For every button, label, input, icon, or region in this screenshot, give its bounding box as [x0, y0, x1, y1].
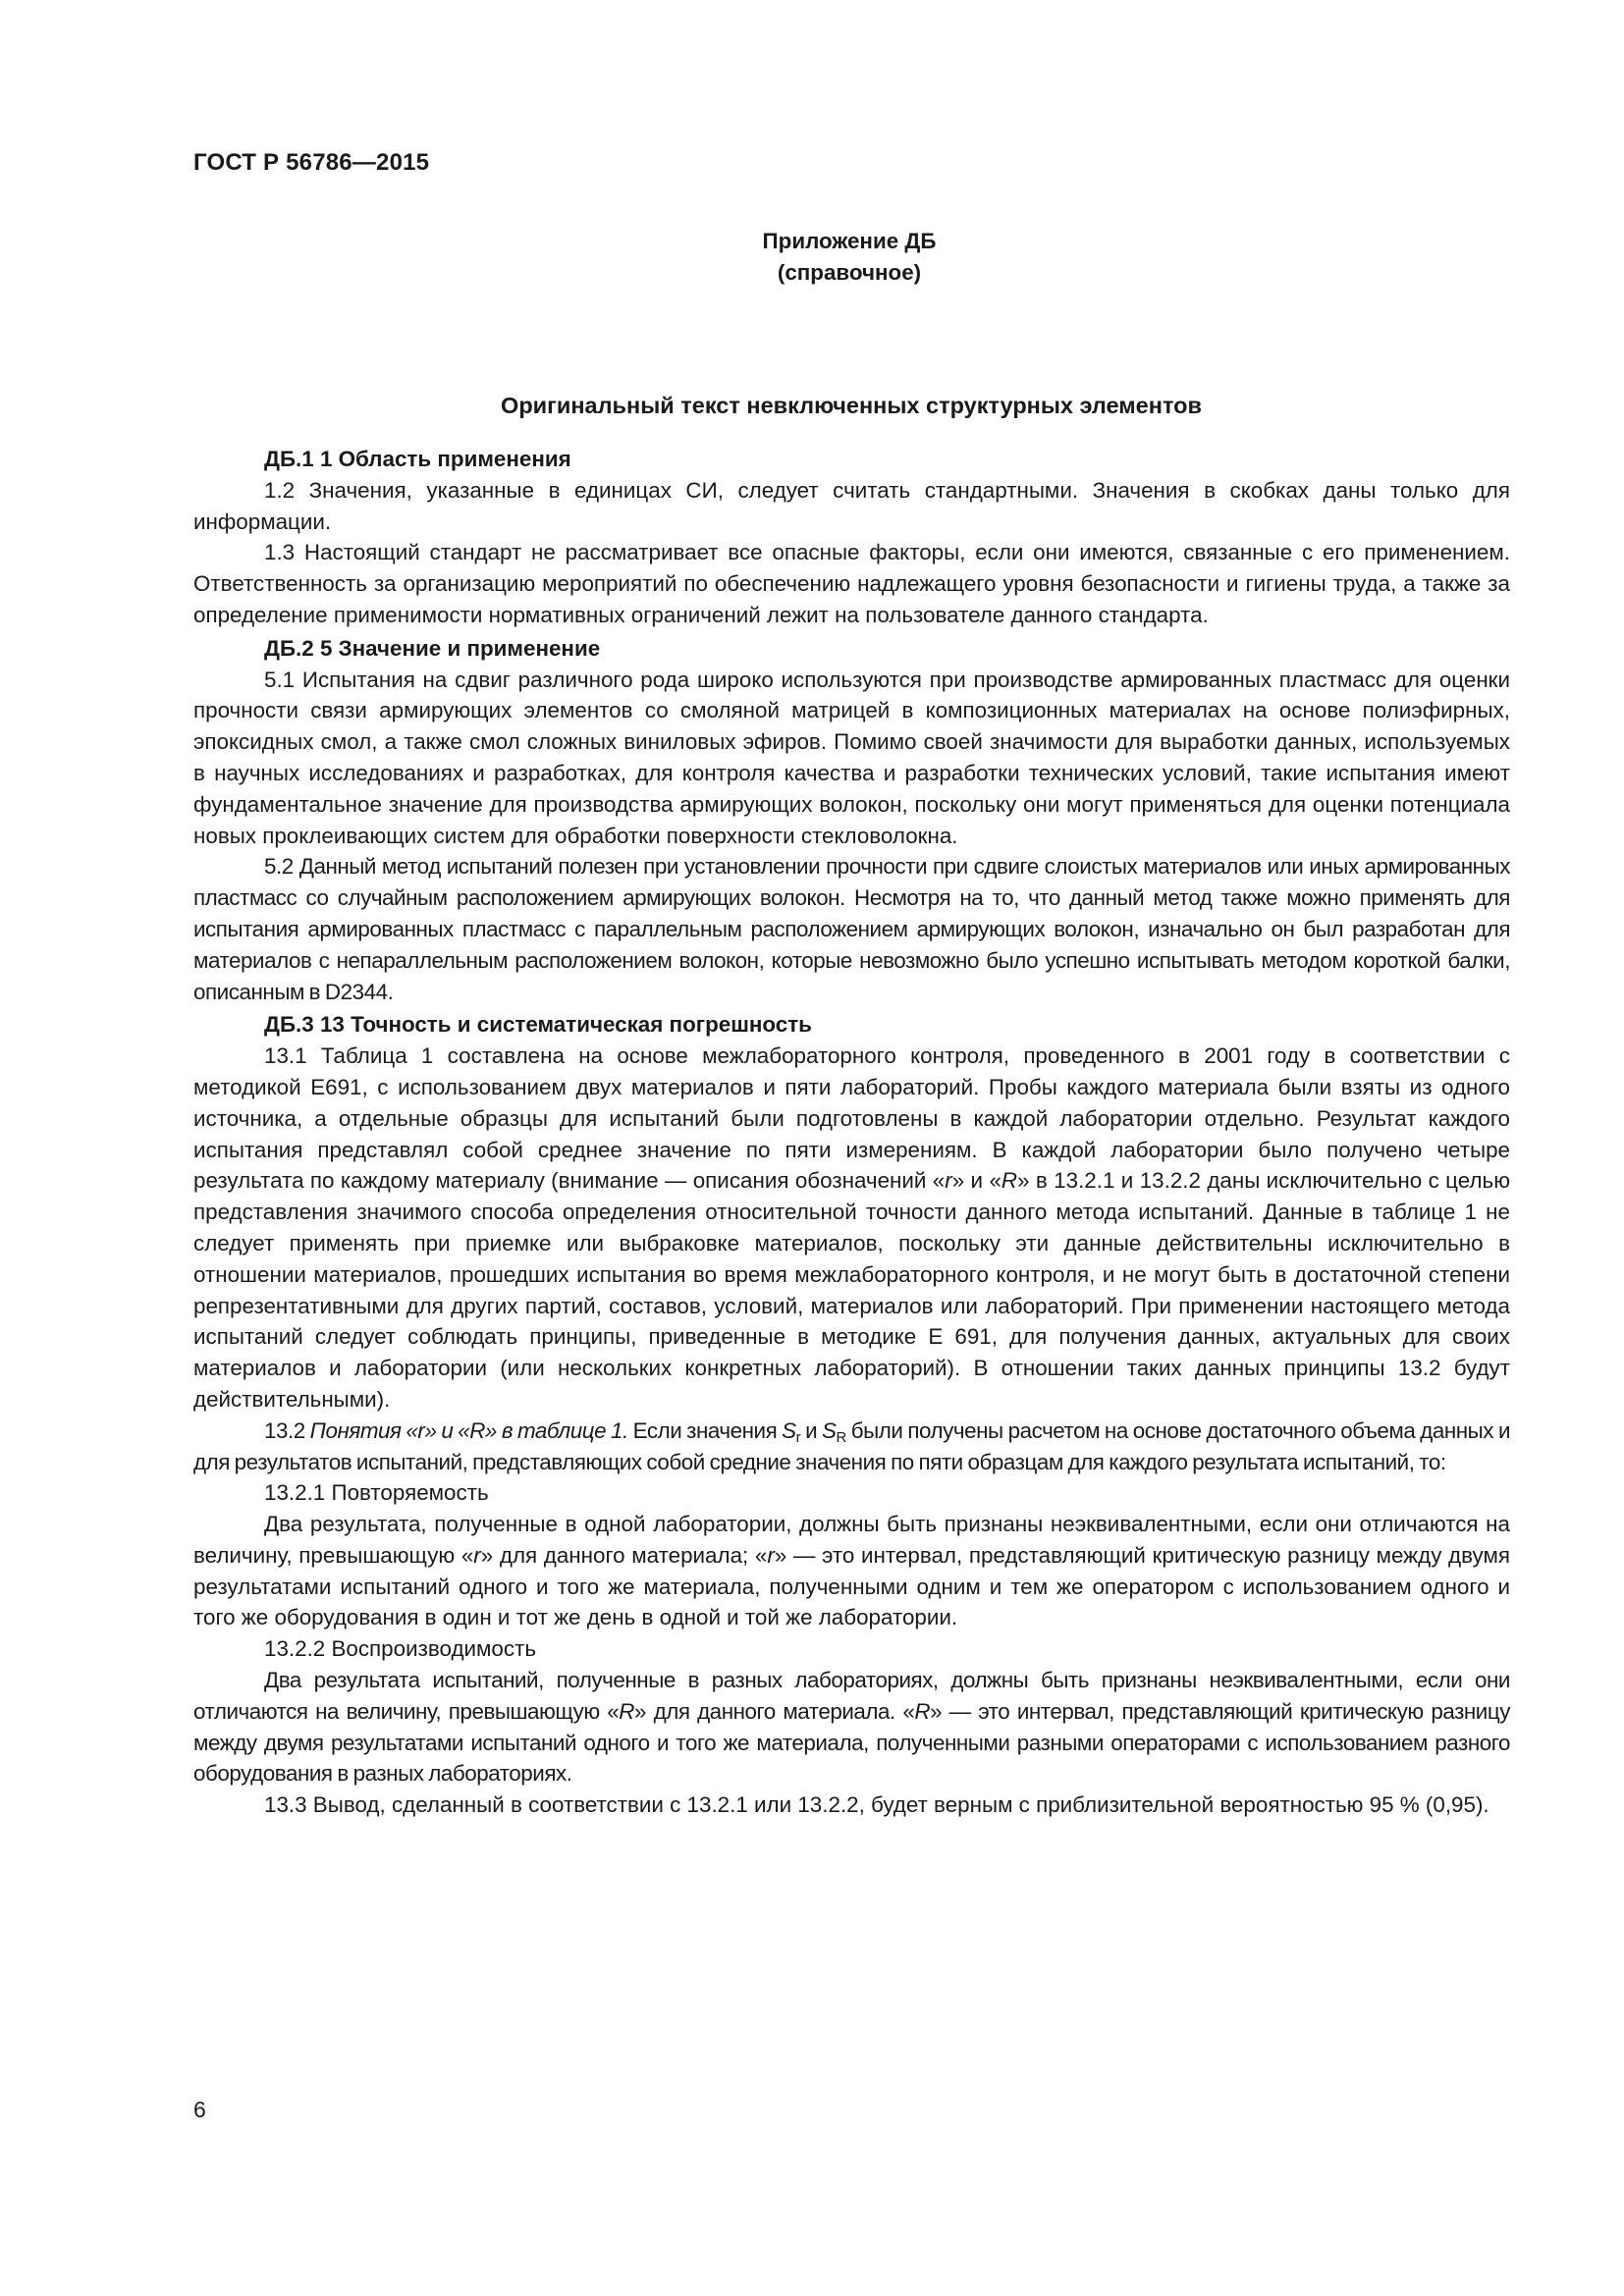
text-run: » — это интервал, представляющий критическую разницу между двумя результатами испытаний одного и того же материала, полученными разными операторами с использованием разного оборудования в разных лабораториях. — [193, 1698, 1510, 1787]
paragraph-5-2: 5.2 Данный метод испытаний полезен при установлении прочности при сдвиге слоистых материалов или иных армированных пластмасс со случайным расположением армирующих волокон. Несмотря на то, что данный метод также можно применять для испытания армированных пластмасс с параллельным расположением армирующих волокон, изначально он был разработан для материалов с непараллельным расположением волокон, которые невозможно было успешно испытывать методом короткой балки, описанным в D2344. — [193, 854, 1510, 1004]
document-id-header: ГОСТ Р 56786—2015 — [193, 149, 430, 176]
appendix-subtitle: (справочное) — [777, 260, 922, 285]
text-run: » для данного материала; « — [480, 1542, 768, 1568]
document-body — [193, 442, 1510, 1821]
symbol-R: R — [1001, 1168, 1018, 1194]
paragraph-13-2-1 — [193, 1509, 1510, 1633]
symbol-r: r — [945, 1168, 952, 1194]
text-run: » и « — [951, 1168, 1001, 1194]
text-run: Если значения — [627, 1417, 783, 1443]
appendix-heading — [0, 226, 1624, 289]
text-run: » — это интервал, представляющий критическую разницу между двумя результатами испытаний одного и того же материала, полученными одним и тем же оператором с использованием одного и того же оборудования в один и тот же день в одной и той же лаборатории. — [193, 1542, 1510, 1630]
symbol-r: r — [473, 1542, 481, 1568]
text-run: Два результата испытаний, полученные в разных лабораториях, должны быть признаны неэквивалентными, если они отличаются на величину, превышающую « — [193, 1668, 1510, 1724]
paragraph-1-3: 1.3 Настоящий стандарт не рассматривает все опасные факторы, если они имеются, связанные с его применением. Ответственность за организацию мероприятий по обеспечению надлежащего уровня безопасности и гигиены труда, а также за определение применимости нормативных ограничений лежит на пользователе данного стандарта. — [193, 540, 1510, 627]
symbol-S: S — [782, 1417, 796, 1443]
italic-term: Понятия «r» и «R» в таблице 1. — [309, 1417, 628, 1443]
section-heading-db2: ДБ.2 5 Значение и применение — [264, 635, 601, 661]
page-number: 6 — [193, 2097, 206, 2122]
paragraph-13-3: 13.3 Вывод, сделанный в соответствии с 13.2.1 или 13.2.2, будет верным с приблизительной вероятностью 95 % (0,95). — [264, 1792, 1489, 1818]
subheading-13-2-2: 13.2.2 Воспроизводимость — [264, 1636, 536, 1662]
appendix-title: Приложение ДБ — [762, 229, 937, 253]
symbol-R: R — [914, 1698, 931, 1724]
text-run: 13.1 Таблица 1 составлена на основе межлабораторного контроля, проведенного в 2001 году в соответствии с методикой E691, с использованием двух материалов и пяти лабораторий. Пробы каждого материала были взяты из одного источника, а отдельные образцы для испытаний были подготовлены в каждой лаборатории отдельно. Результат каждого испытания представлял собой среднее значение по пяти измерениям. В каждой лаборатории было получено четыре результата по каждому материалу (внимание — описания обозначений « — [193, 1043, 1510, 1194]
paragraph-1-2: 1.2 Значения, указанные в единицах СИ, следует считать стандартными. Значения в скобках даны только для информации. — [193, 477, 1510, 534]
main-title: Оригинальный текст невключенных структурных элементов — [501, 393, 1202, 418]
subscript-r: r — [795, 1428, 801, 1446]
paragraph-13-2-2 — [193, 1665, 1510, 1789]
paragraph-13-1 — [193, 1041, 1510, 1415]
text-run: » в 13.2.1 и 13.2.2 даны исключительно с целью представления значимого способа определения относительной точности данного метода испытаний. Данные в таблице 1 не следует применять при приемке или выбраковке материалов, поскольку эти данные действительны исключительно в отношении материалов, прошедших испытания во время межлабораторного контроля, и не могут быть в достаточной степени репрезентативными для других партий, составов, условий, материалов или лабораторий. При применении настоящего метода испытаний следует соблюдать принципы, приведенные в методике E 691, для получения данных, актуальных для своих материалов и лаборатории (или нескольких конкретных лабораторий). В отношении таких данных принципы 13.2 будут действительными). — [193, 1168, 1510, 1412]
subheading-13-2-1: 13.2.1 Повторяемость — [264, 1480, 489, 1506]
symbol-R: R — [619, 1698, 635, 1724]
text-run: » для данного материала. « — [634, 1698, 915, 1724]
paragraph-13-2 — [193, 1415, 1510, 1478]
symbol-S: S — [822, 1417, 837, 1443]
section-heading-db3: ДБ.3 13 Точность и систематическая погрешность — [264, 1012, 812, 1038]
text-run: были получены расчетом на основе достаточного объема данных и для результатов испытаний, представляющих собой средние значения по пяти образцам для каждого результата испытаний, то: — [193, 1417, 1510, 1474]
paragraph-5-1: 5.1 Испытания на сдвиг различного рода широко используются при производстве армированных пластмасс для оценки прочности связи армирующих элементов со смоляной матрицей в композиционных материалах на основе полиэфирных, эпоксидных смол, а также смол сложных виниловых эфиров. Помимо своей значимости для выработки данных, используемых в научных исследованиях и разработках, для контроля качества и разработки технических условий, такие испытания имеют фундаментальное значение для производства армирующих волокон, поскольку они могут применяться для оценки потенциала новых проклеивающих систем для обработки поверхности стекловолокна. — [193, 667, 1510, 848]
symbol-r: r — [767, 1542, 775, 1568]
text-run: 13.2 — [264, 1417, 310, 1443]
subscript-R: R — [836, 1428, 846, 1446]
text-run: Два результата, полученные в одной лаборатории, должны быть признаны неэквивалентными, если они отличаются на величину, превышающую « — [193, 1512, 1510, 1568]
section-heading-db1: ДБ.1 1 Область применения — [264, 447, 571, 471]
text-run: и — [800, 1417, 823, 1443]
